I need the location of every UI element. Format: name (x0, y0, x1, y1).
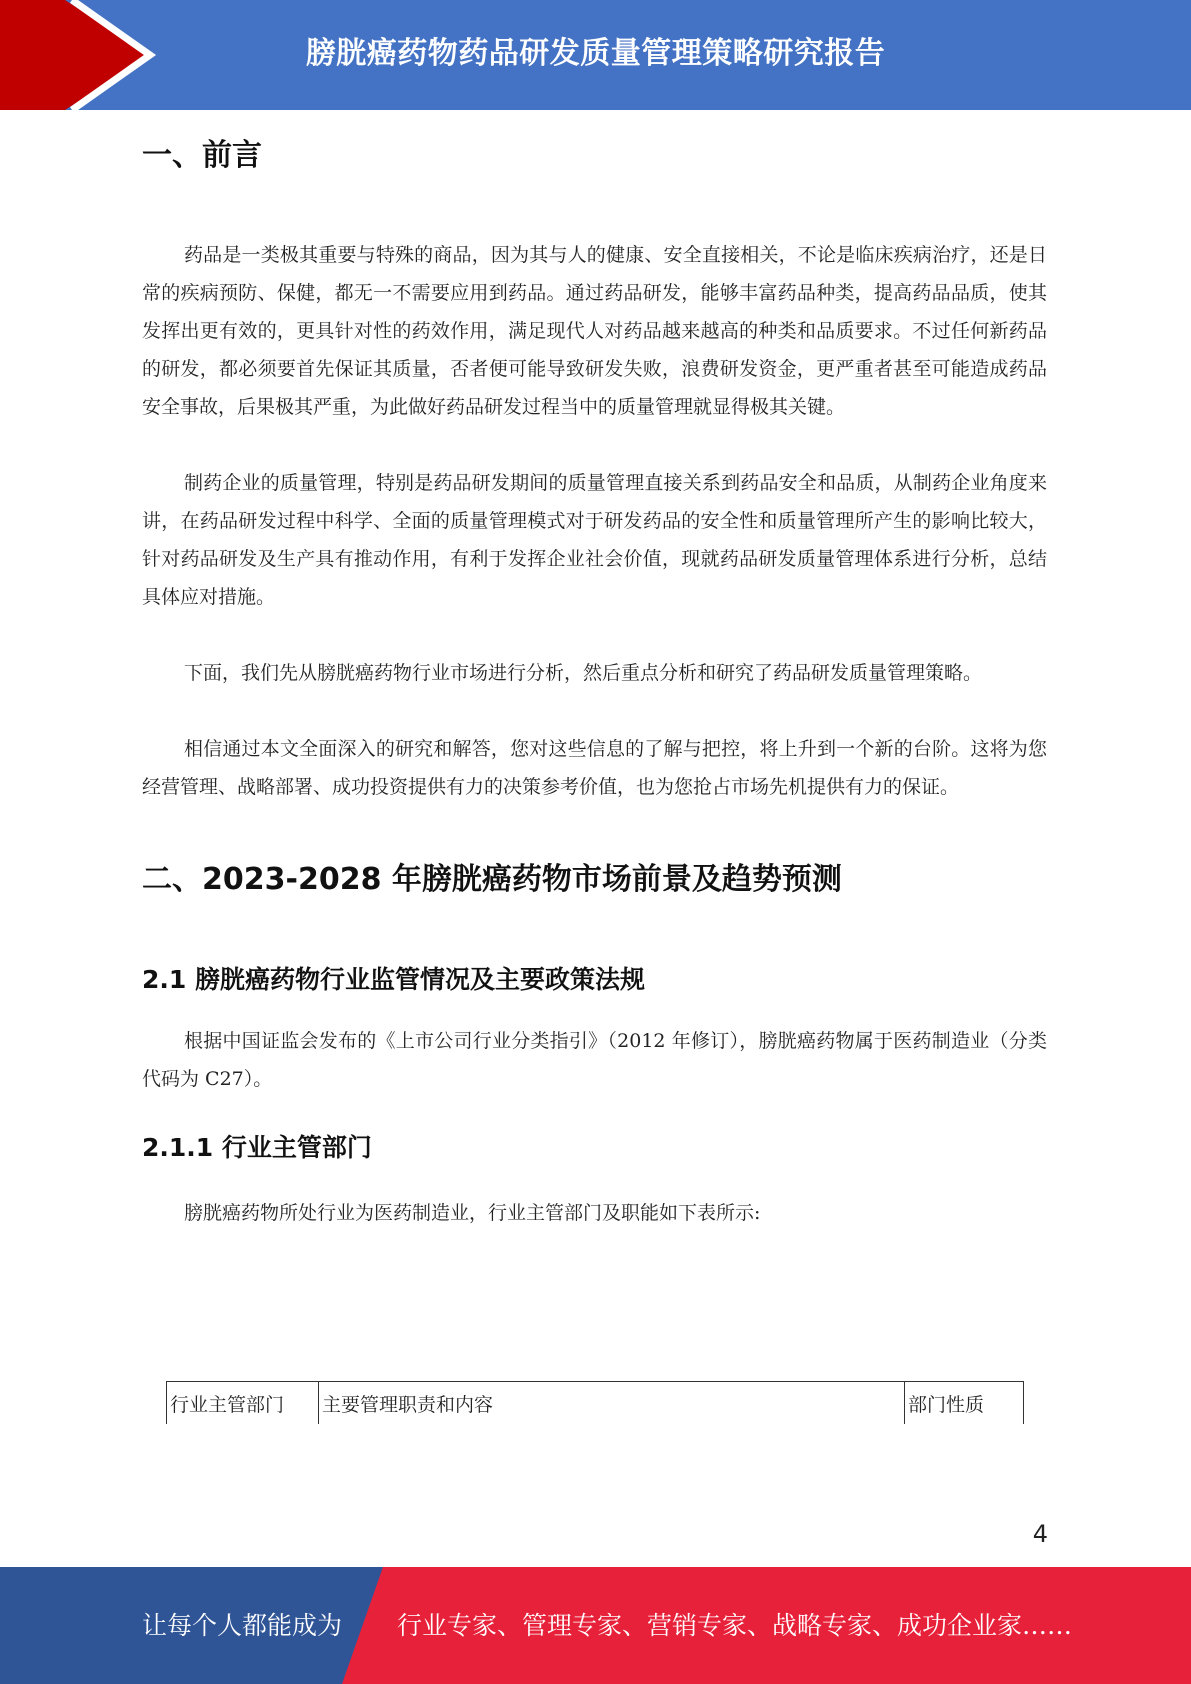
paragraph: 药品是一类极其重要与特殊的商品，因为其与人的健康、安全直接相关，不论是临床疾病治疗，还是日常的疾病预防、保健，都无一不需要应用到药品。通过药品研发，能够丰富药品种类，提高药品品质，使其发挥出更有效的，更具针对性的药效作用，满足现代人对药品越来越高的种类和品质要求。不过任何新药品的研发，都必须要首先保证其质量，否者便可能导致研发失败，浪费研发资金，更严重者甚至可能造成药品安全事故，后果极其严重，为此做好药品研发过程当中的质量管理就显得极其关键。 (142, 244, 1047, 418)
paragraph: 膀胱癌药物所处行业为医药制造业，行业主管部门及职能如下表所示: (184, 1202, 761, 1224)
paragraph: 相信通过本文全面深入的研究和解答，您对这些信息的了解与把控，将上升到一个新的台阶。这将为您经营管理、战略部署、成功投资提供有力的决策参考价值，也为您抢占市场先机提供有力的保证。 (142, 738, 1047, 798)
table-header-cell: 行业主管部门 (167, 1382, 319, 1425)
section-heading-market-forecast: 二、2023-2028 年膀胱癌药物市场前景及趋势预测 (142, 862, 842, 897)
document-body (142, 130, 1047, 1232)
subsection-heading-authorities: 2.1.1 行业主管部门 (142, 1133, 372, 1162)
table-header-cell: 主要管理职责和内容 (319, 1382, 905, 1425)
section-heading-preface: 一、前言 (142, 138, 262, 173)
footer-roles: 行业专家、管理专家、营销专家、战略专家、成功企业家…… (397, 1611, 1073, 1640)
table-header-row (167, 1382, 1024, 1425)
header-banner (0, 0, 1191, 110)
footer-banner (0, 1567, 1191, 1684)
report-title: 膀胱癌药物药品研发质量管理策略研究报告 (305, 36, 886, 71)
paragraph: 下面，我们先从膀胱癌药物行业市场进行分析，然后重点分析和研究了药品研发质量管理策略。 (184, 662, 983, 684)
table-header-cell: 部门性质 (905, 1382, 1024, 1425)
authority-table (166, 1381, 1024, 1424)
paragraph: 制药企业的质量管理，特别是药品研发期间的质量管理直接关系到药品安全和品质，从制药企业角度来讲，在药品研发过程中科学、全面的质量管理模式对于研发药品的安全性和质量管理所产生的影响比较大，针对药品研发及生产具有推动作用，有利于发挥企业社会价值，现就药品研发质量管理体系进行分析，总结具体应对措施。 (142, 472, 1047, 608)
page-number: 4 (1032, 1520, 1048, 1548)
footer-slogan: 让每个人都能成为 (142, 1611, 343, 1640)
subsection-heading-regulation: 2.1 膀胱癌药物行业监管情况及主要政策法规 (142, 965, 645, 994)
paragraph: 根据中国证监会发布的《上市公司行业分类指引》（2012 年修订），膀胱癌药物属于医药制造业（分类代码为 C27）。 (142, 1030, 1047, 1090)
